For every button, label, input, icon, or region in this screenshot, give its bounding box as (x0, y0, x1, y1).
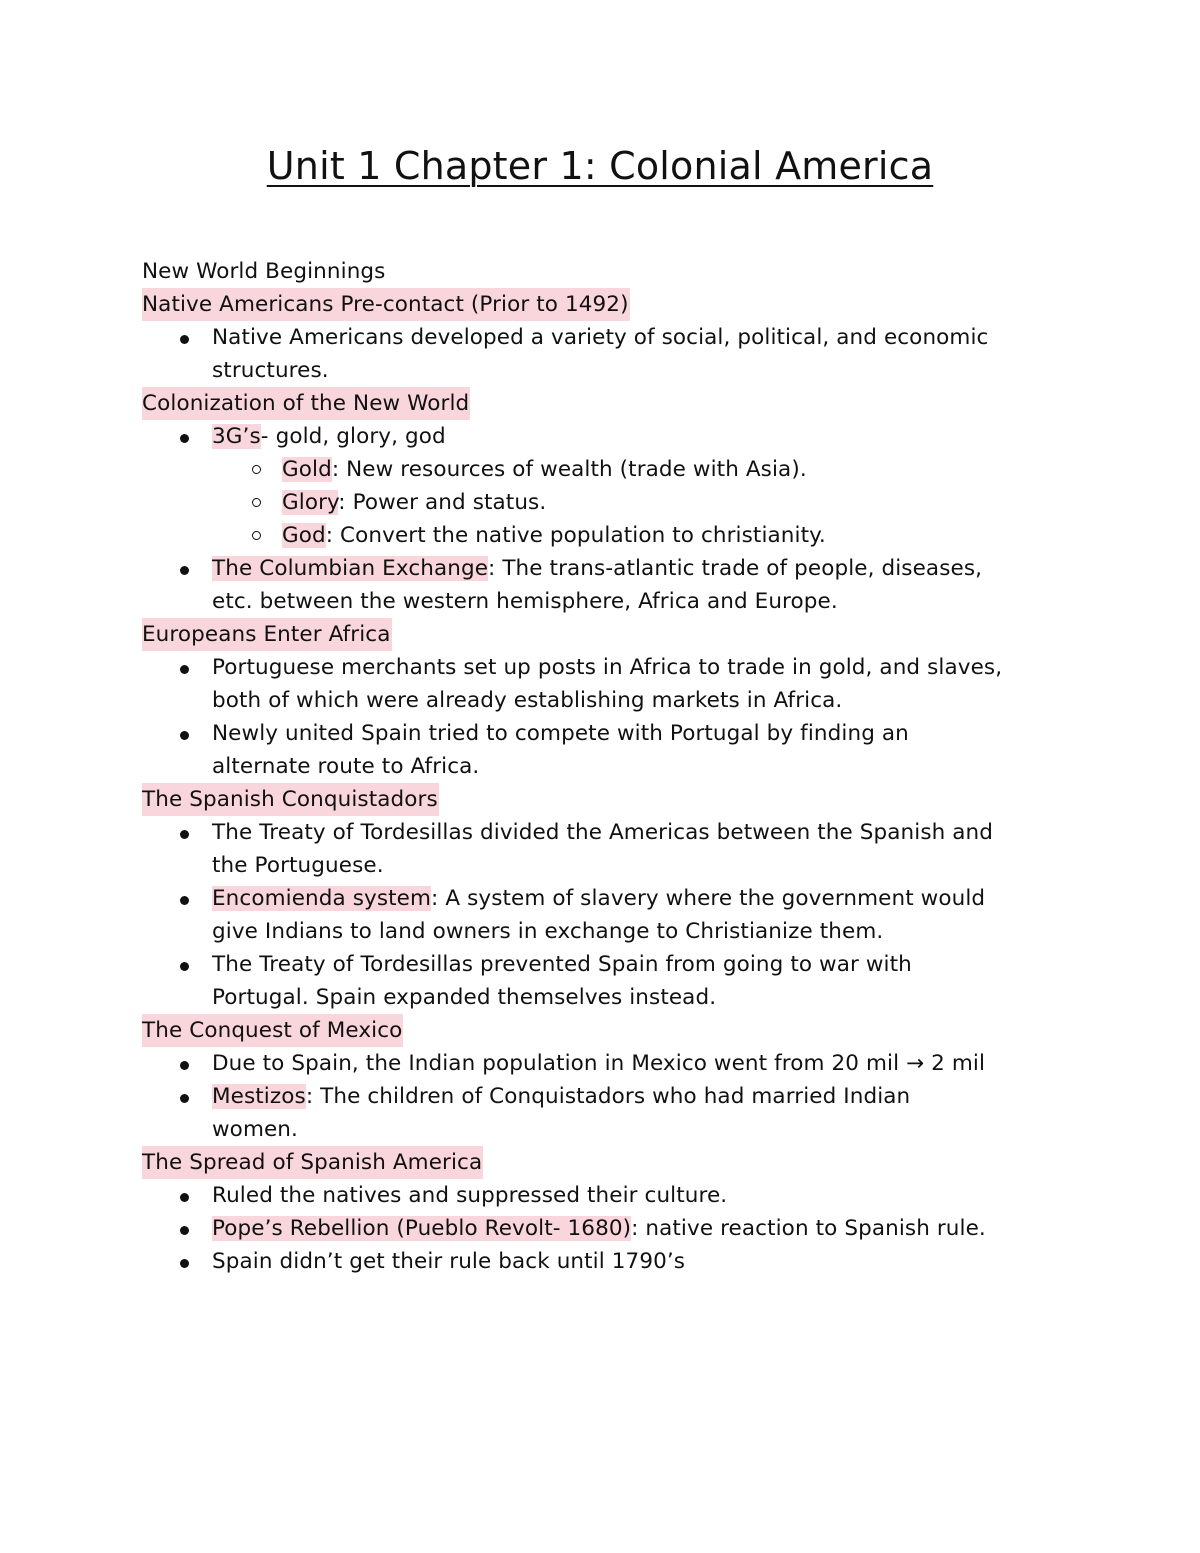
heading-text: The Spread of Spanish America (142, 1146, 483, 1179)
list-item (142, 420, 1102, 453)
list-item (142, 1047, 1102, 1080)
heading-text: The Conquest of Mexico (142, 1014, 403, 1047)
page-title (0, 138, 1200, 194)
item-text: - gold, glory, god (260, 424, 446, 449)
title-text: Unit 1 Chapter 1: Colonial America (266, 144, 934, 188)
circle-bullet-icon (252, 531, 261, 540)
term-text: God (282, 523, 326, 548)
item-text: : New resources of wealth (trade with Asia). (331, 457, 807, 482)
bullet-icon (180, 665, 189, 674)
item-text: : A system of slavery where the government would (431, 886, 986, 911)
list-item-continuation: the Portuguese. (212, 853, 384, 878)
term-text: Pope’s Rebellion (Pueblo Revolt- 1680) (212, 1216, 632, 1241)
bullet-icon (180, 830, 189, 839)
list-item-continuation: women. (212, 1117, 298, 1142)
sub-list-item (142, 486, 1102, 519)
item-text: Due to Spain, the Indian population in Mexico went from 20 mil → 2 mil (212, 1051, 986, 1076)
term-text: Encomienda system (212, 886, 432, 911)
sub-list-item (142, 519, 1102, 552)
bullet-icon (180, 1193, 189, 1202)
list-item (142, 816, 1102, 849)
item-text: : Convert the native population to christianity. (325, 523, 826, 548)
bullet-icon (180, 335, 189, 344)
heading-text: The Spanish Conquistadors (142, 783, 439, 816)
list-item (142, 1212, 1102, 1245)
sub-list-item (142, 453, 1102, 486)
heading-text: Colonization of the New World (142, 387, 470, 420)
list-item-continuation: both of which were already establishing markets in Africa. (212, 688, 843, 713)
heading-text: Native Americans Pre-contact (Prior to 1492) (142, 288, 630, 321)
section-heading (142, 387, 1102, 420)
notes-body (142, 255, 1102, 1278)
circle-bullet-icon (252, 465, 261, 474)
bullet-icon (180, 566, 189, 575)
term-text: 3G’s (212, 424, 261, 449)
term-text: The Columbian Exchange (212, 556, 489, 581)
list-item (142, 321, 1102, 354)
list-item (142, 1080, 1102, 1113)
item-text: The Treaty of Tordesillas divided the Americas between the Spanish and (212, 820, 994, 845)
list-item-continuation: Portugal. Spain expanded themselves instead. (212, 985, 717, 1010)
list-item (142, 552, 1102, 585)
list-item (142, 651, 1102, 684)
intro-line: New World Beginnings (142, 259, 386, 284)
section-heading (142, 783, 1102, 816)
item-text: Portuguese merchants set up posts in Africa to trade in gold, and slaves, (212, 655, 1003, 680)
list-item (142, 1245, 1102, 1278)
item-text: Native Americans developed a variety of social, political, and economic (212, 325, 989, 350)
list-item-continuation: give Indians to land owners in exchange to Christianize them. (212, 919, 884, 944)
bullet-icon (180, 1061, 189, 1070)
bullet-icon (180, 896, 189, 905)
term-text: Glory (282, 490, 339, 515)
section-heading (142, 1146, 1102, 1179)
circle-bullet-icon (252, 498, 261, 507)
bullet-icon (180, 1259, 189, 1268)
item-text: : native reaction to Spanish rule. (631, 1216, 986, 1241)
list-item (142, 882, 1102, 915)
item-text: Newly united Spain tried to compete with Portugal by finding an (212, 721, 909, 746)
list-item-continuation: etc. between the western hemisphere, Africa and Europe. (212, 589, 838, 614)
list-item (142, 717, 1102, 750)
list-item (142, 948, 1102, 981)
item-text: : Power and status. (338, 490, 547, 515)
term-text: Gold (282, 457, 332, 482)
bullet-icon (180, 962, 189, 971)
item-text: Spain didn’t get their rule back until 1790’s (212, 1249, 686, 1274)
list-item-continuation: structures. (212, 358, 329, 383)
section-heading (142, 1014, 1102, 1047)
section-heading (142, 618, 1102, 651)
bullet-icon (180, 434, 189, 443)
bullet-icon (180, 1226, 189, 1235)
bullet-icon (180, 1094, 189, 1103)
item-text: Ruled the natives and suppressed their culture. (212, 1183, 728, 1208)
item-text: : The children of Conquistadors who had married Indian (305, 1084, 911, 1109)
item-text: : The trans-atlantic trade of people, diseases, (488, 556, 983, 581)
list-item-continuation: alternate route to Africa. (212, 754, 480, 779)
section-heading (142, 288, 1102, 321)
item-text: The Treaty of Tordesillas prevented Spain from going to war with (212, 952, 912, 977)
term-text: Mestizos (212, 1084, 306, 1109)
bullet-icon (180, 731, 189, 740)
heading-text: Europeans Enter Africa (142, 618, 392, 651)
list-item (142, 1179, 1102, 1212)
